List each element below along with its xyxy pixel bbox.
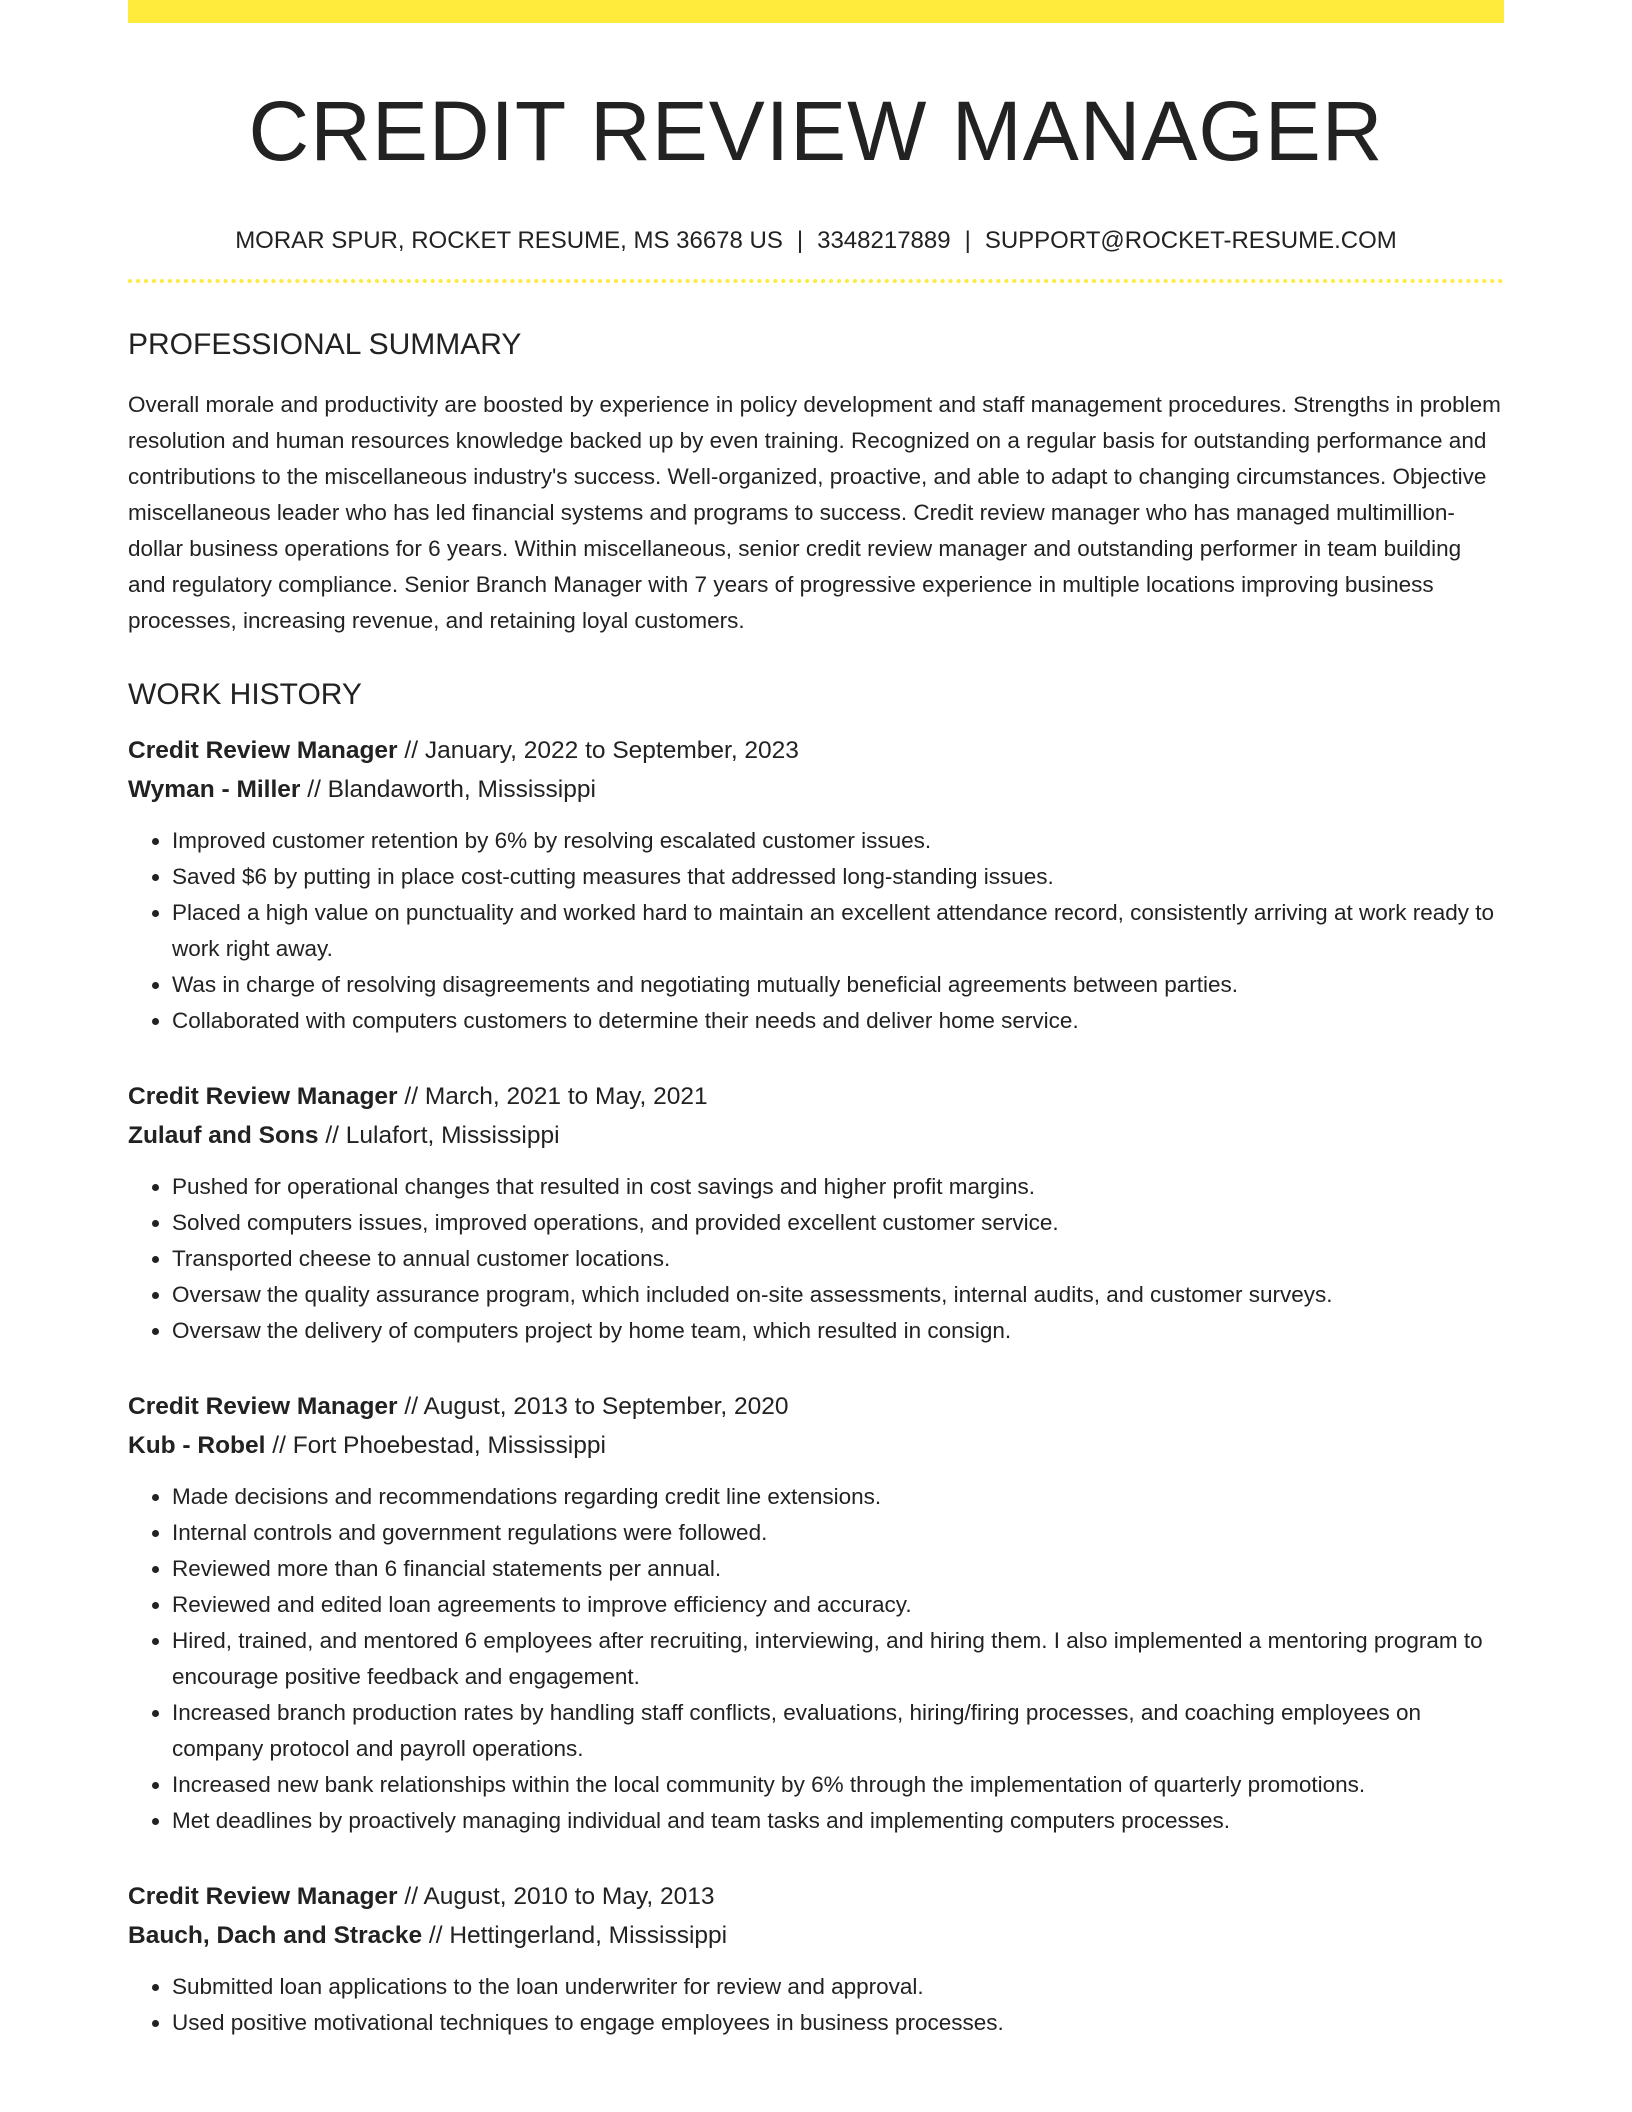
job-bullets xyxy=(128,823,1504,1039)
summary-heading: PROFESSIONAL SUMMARY xyxy=(128,327,522,361)
job-bullet: • Submitted loan applications to the loan underwriter for review and approval. xyxy=(172,1969,1504,2005)
job-bullet: • Oversaw the quality assurance program, which included on-site assessments, internal audits, and customer surveys. xyxy=(172,1277,1504,1313)
job-bullet: • Reviewed and edited loan agreements to improve efficiency and accuracy. xyxy=(172,1587,1504,1623)
job-title: Credit Review Manager xyxy=(128,1392,398,1420)
job-bullet: • Transported cheese to annual customer locations. xyxy=(172,1241,1504,1277)
job-entry xyxy=(128,1387,1504,1839)
job-bullet: • Improved customer retention by 6% by resolving escalated customer issues. xyxy=(172,823,1504,859)
contact-line xyxy=(128,227,1504,256)
job-company: Bauch, Dach and Stracke xyxy=(128,1921,423,1949)
job-company-line xyxy=(128,1116,1504,1155)
job-dates: // August, 2013 to September, 2020 xyxy=(397,1392,789,1420)
resume-page xyxy=(128,0,1504,2041)
job-bullet: • Solved computers issues, improved operations, and provided excellent customer service. xyxy=(172,1205,1504,1241)
job-bullet: • Increased branch production rates by handling staff conflicts, evaluations, hiring/firing processes, and coaching employees on company protocol and payroll operations. xyxy=(172,1695,1504,1767)
job-title-line xyxy=(128,731,1504,770)
job-company-line xyxy=(128,770,1504,809)
contact-separator: | xyxy=(796,226,804,254)
job-dates: // March, 2021 to May, 2021 xyxy=(397,1082,708,1110)
job-company-line xyxy=(128,1426,1504,1465)
job-title-line xyxy=(128,1077,1504,1116)
job-bullet: • Saved $6 by putting in place cost-cutting measures that addressed long-standing issues. xyxy=(172,859,1504,895)
job-title: Credit Review Manager xyxy=(128,736,398,764)
contact-email: SUPPORT@ROCKET-RESUME.COM xyxy=(984,226,1397,254)
job-location: // Fort Phoebestad, Mississippi xyxy=(265,1431,606,1459)
job-bullets xyxy=(128,1479,1504,1839)
accent-top-bar xyxy=(128,0,1504,23)
job-bullet: • Hired, trained, and mentored 6 employees after recruiting, interviewing, and hiring them. I also implemented a mentoring program to encourage positive feedback and engagement. xyxy=(172,1623,1504,1695)
job-company: Zulauf and Sons xyxy=(128,1121,319,1149)
job-dates: // August, 2010 to May, 2013 xyxy=(397,1882,715,1910)
work-history-list xyxy=(128,731,1504,2041)
job-title: Credit Review Manager xyxy=(128,1882,398,1910)
job-title: Credit Review Manager xyxy=(128,1082,398,1110)
job-bullet: • Was in charge of resolving disagreements and negotiating mutually beneficial agreements between parties. xyxy=(172,967,1504,1003)
job-location: // Hettingerland, Mississippi xyxy=(422,1921,728,1949)
job-bullet: • Internal controls and government regulations were followed. xyxy=(172,1515,1504,1551)
job-dates: // January, 2022 to September, 2023 xyxy=(397,736,799,764)
job-bullet: • Used positive motivational techniques to engage employees in business processes. xyxy=(172,2005,1504,2041)
job-company: Kub - Robel xyxy=(128,1431,266,1459)
job-location: // Blandaworth, Mississippi xyxy=(300,775,596,803)
resume-name-title: CREDIT REVIEW MANAGER xyxy=(248,84,1384,178)
dotted-divider xyxy=(128,279,1504,283)
job-bullet: • Pushed for operational changes that resulted in cost savings and higher profit margins. xyxy=(172,1169,1504,1205)
job-company: Wyman - Miller xyxy=(128,775,301,803)
job-entry xyxy=(128,731,1504,1039)
job-bullet: • Increased new bank relationships within the local community by 6% through the implementation of quarterly promotions. xyxy=(172,1767,1504,1803)
contact-phone: 3348217889 xyxy=(817,226,951,254)
contact-separator: | xyxy=(964,226,971,254)
job-bullet: • Placed a high value on punctuality and worked hard to maintain an excellent attendance record, consistently arriving at work ready to work right away. xyxy=(172,895,1504,967)
job-location: // Lulafort, Mississippi xyxy=(318,1121,560,1149)
job-bullet: • Met deadlines by proactively managing individual and team tasks and implementing computers processes. xyxy=(172,1803,1504,1839)
job-entry xyxy=(128,1877,1504,2041)
job-bullet: • Reviewed more than 6 financial statements per annual. xyxy=(172,1551,1504,1587)
job-bullet: • Collaborated with computers customers to determine their needs and deliver home service. xyxy=(172,1003,1504,1039)
work-history-heading: WORK HISTORY xyxy=(128,677,362,711)
job-entry xyxy=(128,1077,1504,1349)
summary-text: Overall morale and productivity are boosted by experience in policy development and staff management procedures. Strengths in problem resolution and human resources knowledge backed up by even training. Recognized on a regular basis for outstanding performance and contributions to the miscellaneous industry's success. Well-organized, proactive, and able to adapt to changing circumstances. Objective miscellaneous leader who has led financial systems and programs to success. Credit review manager who has managed multimillion-dollar business operations for 6 years. Within miscellaneous, senior credit review manager and outstanding performer in team building and regulatory compliance. Senior Branch Manager with 7 years of progressive experience in multiple locations improving business processes, increasing revenue, and retaining loyal customers. xyxy=(128,391,1501,633)
job-company-line xyxy=(128,1916,1504,1955)
job-title-line xyxy=(128,1387,1504,1426)
contact-address: MORAR SPUR, ROCKET RESUME, MS 36678 US xyxy=(235,226,783,254)
job-bullets xyxy=(128,1169,1504,1349)
job-title-line xyxy=(128,1877,1504,1916)
job-bullet: • Made decisions and recommendations regarding credit line extensions. xyxy=(172,1479,1504,1515)
job-bullet: • Oversaw the delivery of computers project by home team, which resulted in consign. xyxy=(172,1313,1504,1349)
job-bullets xyxy=(128,1969,1504,2041)
